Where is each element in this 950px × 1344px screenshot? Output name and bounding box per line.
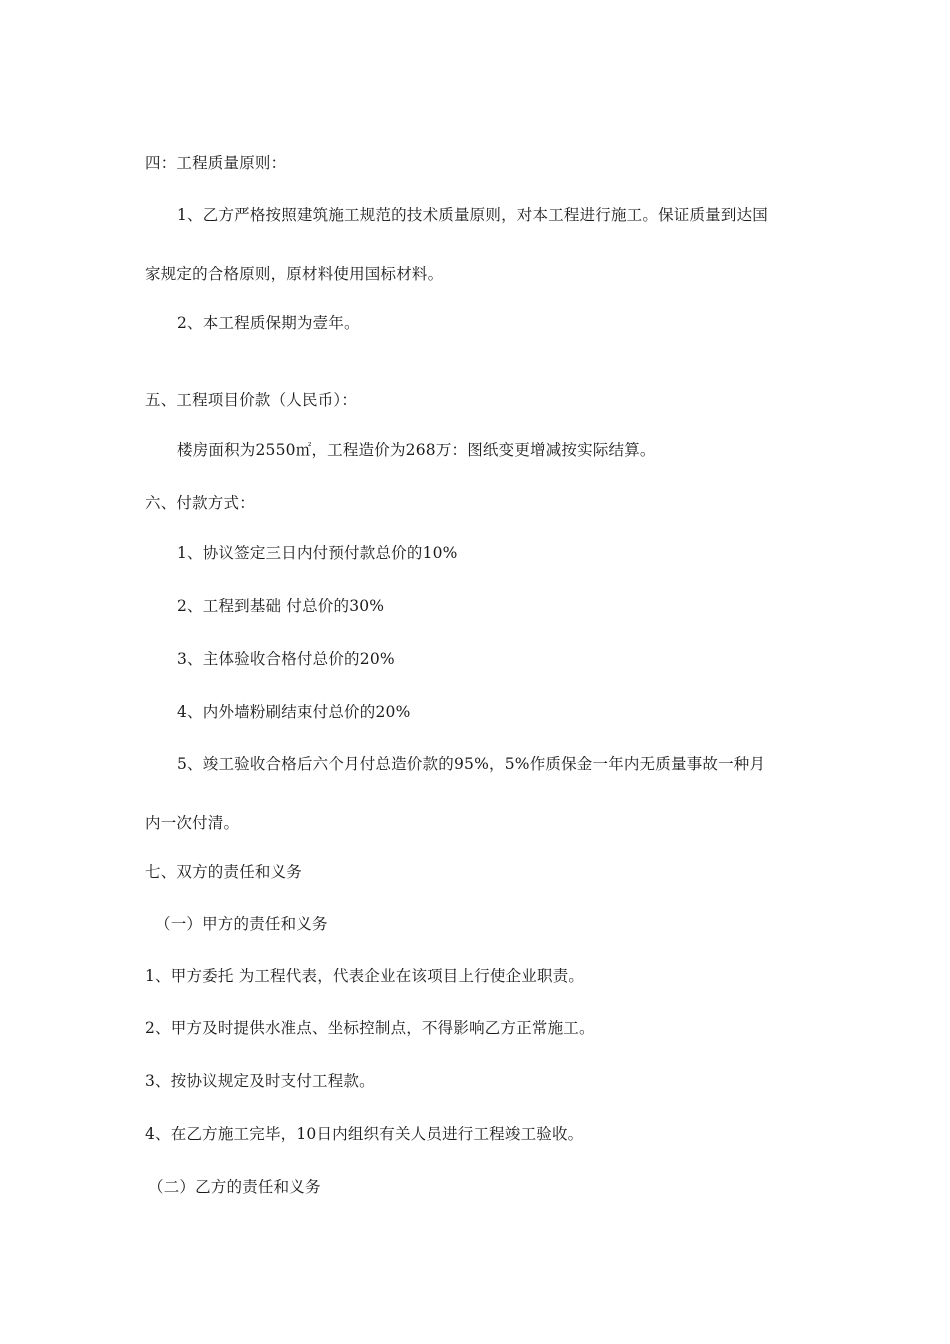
section-7-heading: 七、双方的责任和义务 [145,863,303,881]
section-6-item-5-line-1: 5、竣工验收合格后六个月付总造价款的95%，5%作质保金一年内无质量事故一种月 [177,755,766,773]
section-4-item-1-line-1: 1、乙方严格按照建筑施工规范的技术质量原则，对本工程进行施工。保证质量到达国 [177,206,768,224]
section-5-heading: 五、工程项目价款（人民币）： [145,391,358,409]
section-6-heading: 六、付款方式： [145,494,255,512]
section-7-a-item-2: 2、甲方及时提供水准点、坐标控制点，不得影响乙方正常施工。 [145,1019,595,1037]
section-4-heading: 四：工程质量原则： [145,154,287,172]
section-7-sub-1: （一）甲方的责任和义务 [155,915,328,933]
section-4-item-2: 2、本工程质保期为壹年。 [177,314,360,332]
section-7-a-item-4: 4、在乙方施工完毕，10日内组织有关人员进行工程竣工验收。 [145,1125,584,1143]
section-6-item-5-line-2: 内一次付清。 [145,814,240,832]
section-7-a-item-3: 3、按协议规定及时支付工程款。 [145,1072,375,1090]
section-6-item-2: 2、工程到基础 付总价的30% [177,597,385,615]
section-4-item-1-line-2: 家规定的合格原则，原材料使用国标材料。 [145,265,444,283]
section-6-item-1: 1、协议签定三日内付预付款总价的10% [177,544,458,562]
section-7-sub-2: （二）乙方的责任和义务 [148,1178,321,1196]
section-5-text: 楼房面积为2550㎡，工程造价为268万：图纸变更增减按实际结算。 [177,441,656,459]
section-6-item-4: 4、内外墙粉刷结束付总价的20% [177,703,411,721]
section-6-item-3: 3、主体验收合格付总价的20% [177,650,395,668]
section-7-a-item-1: 1、甲方委托 为工程代表，代表企业在该项目上行使企业职责。 [145,967,585,985]
